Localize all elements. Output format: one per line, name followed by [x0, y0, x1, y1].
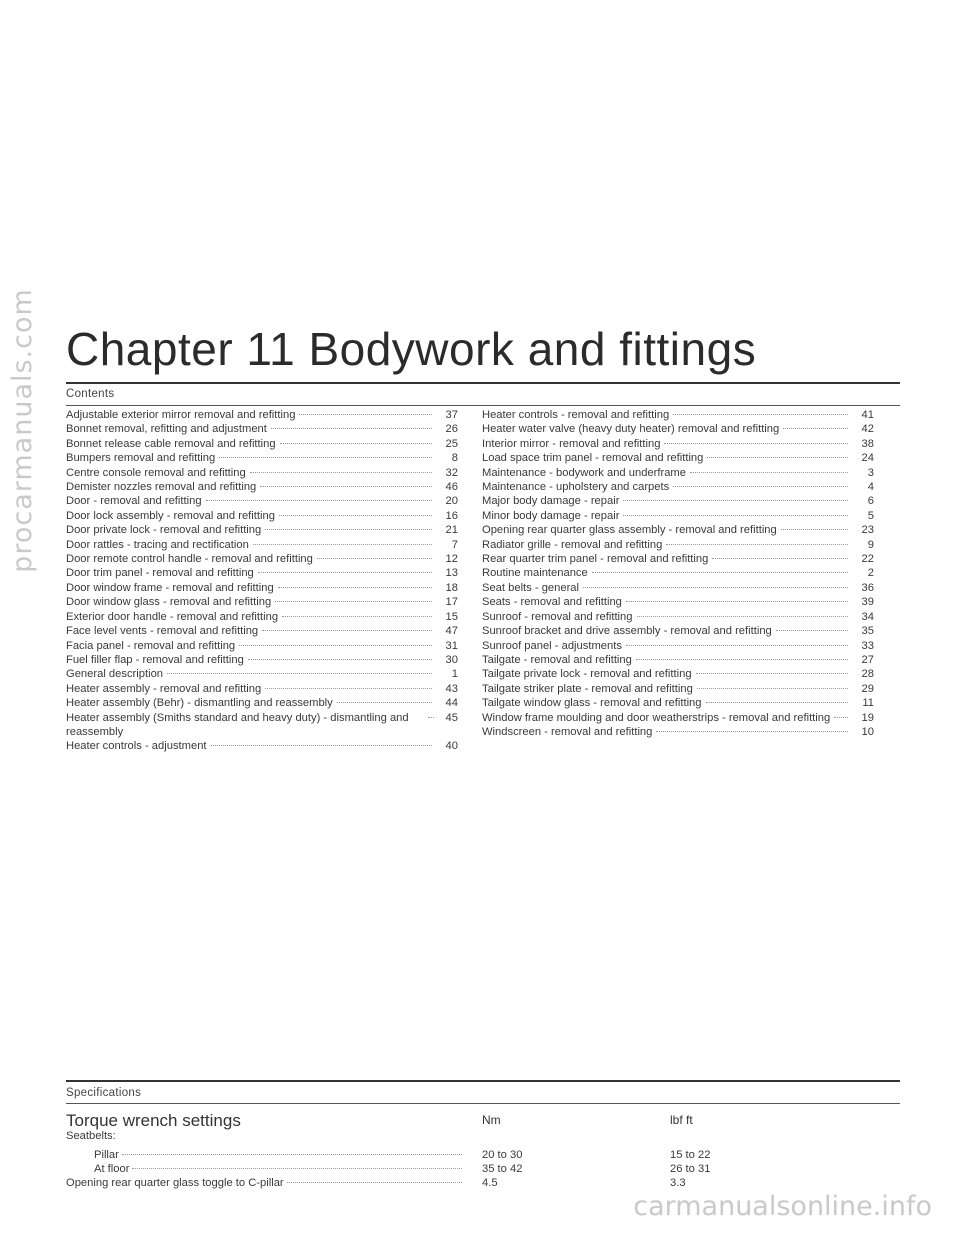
leader-dots: [673, 414, 848, 415]
torque-row: [66, 1148, 826, 1162]
leader-dots: [275, 601, 432, 602]
toc-entry: [482, 552, 874, 566]
toc-entry-page: 11: [862, 697, 874, 710]
leader-dots: [637, 616, 849, 617]
leader-dots: [279, 515, 432, 516]
toc-entry-page: 8: [451, 452, 458, 465]
leader-dots: [258, 572, 432, 573]
toc-entry-title: General description: [66, 668, 164, 681]
leader-dots: [776, 630, 848, 631]
toc-entry-title: Adjustable exterior mirror removal and refitting: [66, 409, 296, 421]
torque-nm-value: 4.5: [482, 1177, 498, 1190]
specifications-rule: [66, 1103, 900, 1104]
leader-dots: [626, 645, 848, 646]
toc-entry-title: Door - removal and refitting: [66, 495, 202, 508]
leader-dots: [697, 688, 848, 689]
leader-dots: [132, 1168, 462, 1169]
leader-dots: [122, 1154, 462, 1155]
toc-entry: [66, 437, 458, 451]
toc-entry: [66, 711, 458, 740]
leader-dots: [690, 472, 848, 473]
toc-entry: [66, 466, 458, 480]
toc-entry-page: 45: [445, 711, 458, 724]
toc-entry-title: Door rattles - tracing and rectification: [66, 538, 249, 551]
toc-entry-page: 43: [445, 682, 458, 695]
toc-entry: [66, 451, 458, 465]
specifications-label: Specifications: [66, 1087, 142, 1099]
toc-entry-page: 12: [445, 553, 458, 566]
toc-entry-title: Tailgate private lock - removal and refitting: [482, 668, 692, 681]
chapter-title: Chapter 11 Bodywork and fittings: [66, 323, 757, 375]
toc-entry: [482, 639, 874, 653]
toc-entry-title: Heater controls - removal and refitting: [482, 409, 670, 421]
torque-row: [66, 1162, 826, 1176]
toc-entry-title: Maintenance - bodywork and underframe: [482, 466, 686, 479]
leader-dots: [211, 745, 432, 746]
toc-entry-page: 30: [445, 653, 458, 666]
toc-entry-page: 10: [861, 725, 874, 738]
leader-dots: [666, 544, 848, 545]
toc-entry-page: 16: [445, 509, 458, 522]
contents-list-right: [482, 408, 874, 739]
toc-entry-title: Facia panel - removal and refitting: [66, 639, 236, 652]
toc-entry-title: Tailgate window glass - removal and refitting: [482, 697, 702, 710]
toc-entry-title: Seat belts - general: [482, 581, 580, 594]
specifications-top-rule: [66, 1080, 900, 1082]
toc-entry-page: 38: [861, 437, 874, 450]
toc-entry-title: Major body damage - repair: [482, 495, 620, 508]
leader-dots: [271, 428, 432, 429]
toc-entry-page: 7: [451, 538, 458, 551]
toc-entry: [66, 538, 458, 552]
toc-entry-title: Door window glass - removal and refitting: [66, 596, 272, 609]
toc-entry-title: Tailgate striker plate - removal and refitting: [482, 682, 693, 695]
toc-entry: [66, 696, 458, 710]
torque-row: [66, 1176, 826, 1190]
leader-dots: [278, 587, 432, 588]
toc-entry-title: Exterior door handle - removal and refitting: [66, 610, 279, 623]
torque-nm-value: 35 to 42: [482, 1163, 523, 1176]
toc-entry-title: Opening rear quarter glass assembly - removal and refitting: [482, 524, 777, 537]
leader-dots: [253, 544, 432, 545]
torque-row-label: Pillar: [94, 1149, 119, 1161]
toc-entry-page: 24: [861, 452, 874, 465]
toc-entry-title: Sunroof bracket and drive assembly - removal and refitting: [482, 625, 772, 638]
leader-dots: [239, 645, 432, 646]
toc-entry-page: 40: [445, 740, 458, 753]
toc-entry-page: 15: [445, 610, 458, 623]
toc-entry-title: Heater assembly (Smiths standard and heavy duty) - dismantling and reassembly: [66, 711, 409, 738]
toc-entry-page: 2: [867, 567, 874, 580]
toc-entry: [482, 523, 874, 537]
toc-entry-page: 9: [867, 538, 874, 551]
leader-dots: [664, 443, 848, 444]
toc-entry: [482, 494, 874, 508]
toc-entry-title: Bonnet removal, refitting and adjustment: [66, 423, 267, 436]
toc-entry-page: 23: [861, 524, 874, 537]
toc-entry-title: Demister nozzles removal and refitting: [66, 481, 257, 494]
toc-entry-page: 36: [861, 581, 874, 594]
toc-entry-title: Face level vents - removal and refitting: [66, 625, 259, 638]
toc-entry-page: 19: [861, 711, 874, 724]
toc-entry: [66, 610, 458, 624]
toc-entry-title: Heater controls - adjustment: [66, 740, 207, 753]
toc-entry-page: 20: [445, 495, 458, 508]
toc-entry: [482, 624, 874, 638]
toc-entry-page: 46: [445, 481, 458, 494]
leader-dots: [834, 717, 848, 718]
leader-dots: [673, 486, 848, 487]
leader-dots: [167, 673, 432, 674]
toc-entry-title: Tailgate - removal and refitting: [482, 653, 632, 666]
toc-entry: [482, 653, 874, 667]
lbf-column-header: lbf ft: [670, 1113, 693, 1127]
contents-label: Contents: [66, 388, 115, 400]
toc-entry: [66, 552, 458, 566]
leader-dots: [712, 558, 848, 559]
torque-nm-value: 20 to 30: [482, 1149, 523, 1161]
toc-entry-page: 42: [861, 423, 874, 436]
toc-entry-page: 25: [445, 437, 458, 450]
leader-dots: [623, 500, 848, 501]
toc-entry-page: 44: [445, 697, 458, 710]
toc-entry-page: 34: [861, 610, 874, 623]
torque-row-label: Opening rear quarter glass toggle to C-pillar: [66, 1177, 284, 1190]
toc-entry-title: Door window frame - removal and refitting: [66, 581, 274, 594]
leader-dots: [696, 673, 848, 674]
toc-entry: [66, 639, 458, 653]
toc-entry-title: Interior mirror - removal and refitting: [482, 437, 661, 450]
toc-entry-page: 41: [861, 409, 874, 421]
leader-dots: [623, 515, 848, 516]
toc-entry-title: Seats - removal and refitting: [482, 596, 622, 609]
leader-dots: [428, 717, 434, 718]
leader-dots: [206, 500, 432, 501]
toc-entry-page: 4: [867, 481, 874, 494]
toc-entry-title: Bonnet release cable removal and refitting: [66, 437, 276, 450]
toc-entry: [482, 422, 874, 436]
leader-dots: [706, 702, 848, 703]
toc-entry-title: Heater water valve (heavy duty heater) removal and refitting: [482, 423, 780, 436]
nm-column-header: Nm: [482, 1113, 501, 1127]
toc-entry: [66, 422, 458, 436]
toc-entry-title: Centre console removal and refitting: [66, 466, 246, 479]
toc-entry: [482, 566, 874, 580]
toc-entry-title: Sunroof panel - adjustments: [482, 639, 622, 652]
toc-entry-page: 5: [867, 509, 874, 522]
toc-entry-page: 33: [861, 639, 874, 652]
toc-entry-title: Door trim panel - removal and refitting: [66, 567, 254, 580]
leader-dots: [337, 702, 432, 703]
title-rule: [66, 382, 900, 384]
toc-entry-page: 35: [861, 625, 874, 638]
torque-lbf-value: 26 to 31: [670, 1163, 711, 1176]
bottom-watermark: carmanualsonline.info: [633, 1191, 932, 1222]
contents-list-left: [66, 408, 458, 754]
toc-entry: [482, 725, 874, 739]
toc-entry: [66, 595, 458, 609]
leader-dots: [250, 472, 432, 473]
toc-entry-title: Heater assembly - removal and refitting: [66, 682, 262, 695]
toc-entry: [482, 480, 874, 494]
toc-entry-title: Heater assembly (Behr) - dismantling and reassembly: [66, 697, 333, 710]
leader-dots: [656, 731, 848, 732]
leader-dots: [262, 630, 432, 631]
toc-entry: [482, 538, 874, 552]
toc-entry-page: 28: [861, 668, 874, 681]
leader-dots: [265, 688, 432, 689]
toc-entry-page: 6: [867, 495, 874, 508]
toc-entry: [66, 581, 458, 595]
leader-dots: [626, 601, 848, 602]
toc-entry-title: Door private lock - removal and refitting: [66, 524, 262, 537]
toc-entry-page: 31: [445, 639, 458, 652]
toc-entry: [482, 696, 874, 710]
toc-entry: [66, 523, 458, 537]
toc-entry: [482, 667, 874, 681]
toc-entry-page: 3: [867, 466, 874, 479]
leader-dots: [317, 558, 432, 559]
toc-entry-page: 17: [445, 596, 458, 609]
leader-dots: [781, 529, 848, 530]
toc-entry: [66, 667, 458, 681]
torque-table: [66, 1148, 826, 1191]
torque-lbf-value: 15 to 22: [670, 1149, 711, 1161]
side-watermark: [2, 120, 42, 740]
toc-entry: [66, 653, 458, 667]
toc-entry-title: Windscreen - removal and refitting: [482, 725, 653, 738]
leader-dots: [280, 443, 432, 444]
leader-dots: [583, 587, 848, 588]
leader-dots: [707, 457, 848, 458]
leader-dots: [287, 1182, 462, 1183]
toc-entry-title: Minor body damage - repair: [482, 509, 620, 522]
leader-dots: [592, 572, 848, 573]
contents-rule: [66, 405, 900, 406]
toc-entry-page: 32: [445, 466, 458, 479]
toc-entry-page: 26: [445, 423, 458, 436]
toc-entry-title: Maintenance - upholstery and carpets: [482, 481, 670, 494]
seatbelts-subheading: Seatbelts:: [66, 1130, 116, 1142]
toc-entry-title: Fuel filler flap - removal and refitting: [66, 653, 244, 666]
toc-entry: [66, 509, 458, 523]
toc-entry: [482, 408, 874, 422]
toc-entry: [482, 451, 874, 465]
toc-entry: [66, 408, 458, 422]
torque-heading: Torque wrench settings: [66, 1111, 241, 1130]
toc-entry-title: Bumpers removal and refitting: [66, 452, 216, 465]
toc-entry: [482, 595, 874, 609]
toc-entry-title: Radiator grille - removal and refitting: [482, 538, 663, 551]
toc-entry: [482, 711, 874, 725]
toc-entry: [482, 509, 874, 523]
toc-entry-page: 37: [445, 409, 458, 421]
toc-entry-title: Door lock assembly - removal and refitting: [66, 509, 275, 522]
leader-dots: [636, 659, 848, 660]
toc-entry-title: Door remote control handle - removal and refitting: [66, 553, 313, 566]
toc-entry-page: 21: [445, 524, 458, 537]
leader-dots: [783, 428, 848, 429]
leader-dots: [282, 616, 432, 617]
toc-entry: [66, 739, 458, 753]
toc-entry: [66, 682, 458, 696]
toc-entry-title: Load space trim panel - removal and refitting: [482, 452, 704, 465]
toc-entry-page: 39: [861, 596, 874, 609]
torque-lbf-value: 3.3: [670, 1177, 686, 1190]
leader-dots: [219, 457, 432, 458]
leader-dots: [299, 414, 432, 415]
toc-entry-page: 27: [861, 653, 874, 666]
toc-entry-page: 13: [445, 567, 458, 580]
toc-entry: [482, 581, 874, 595]
toc-entry: [66, 494, 458, 508]
toc-entry: [66, 566, 458, 580]
toc-entry-title: Sunroof - removal and refitting: [482, 610, 633, 623]
leader-dots: [265, 529, 432, 530]
toc-entry-title: Rear quarter trim panel - removal and refitting: [482, 553, 709, 566]
torque-row-label: At floor: [94, 1163, 130, 1176]
toc-entry-page: 29: [861, 682, 874, 695]
toc-entry-page: 1: [451, 668, 458, 681]
toc-entry: [482, 682, 874, 696]
toc-entry: [482, 610, 874, 624]
toc-entry: [482, 437, 874, 451]
toc-entry: [66, 480, 458, 494]
toc-entry-page: 22: [861, 553, 874, 566]
toc-entry-page: 18: [445, 581, 458, 594]
leader-dots: [248, 659, 432, 660]
toc-entry-title: Window frame moulding and door weatherstrips - removal and refitting: [482, 711, 831, 724]
toc-entry: [482, 466, 874, 480]
toc-entry-page: 47: [445, 625, 458, 638]
side-watermark-text: procarmanuals.com: [6, 287, 38, 573]
toc-entry-title: Routine maintenance: [482, 567, 588, 580]
toc-entry: [66, 624, 458, 638]
leader-dots: [260, 486, 432, 487]
